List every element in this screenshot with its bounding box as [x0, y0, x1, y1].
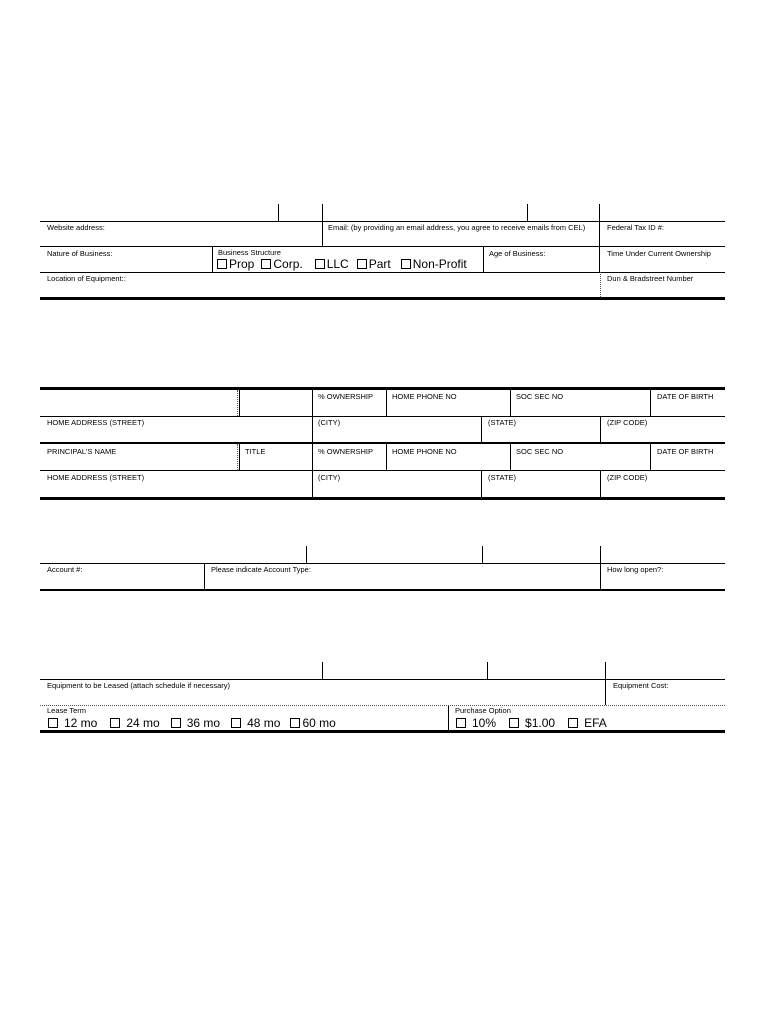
cell-divider — [448, 706, 449, 730]
row-border — [40, 272, 725, 273]
website-field[interactable] — [41, 233, 321, 245]
lease-term-12-mo[interactable]: 12 mo — [48, 716, 97, 730]
equipment-cost-label: Equipment Cost: — [613, 681, 669, 690]
top-row-divider — [278, 204, 279, 221]
structure-option-non-profit[interactable]: Non-Profit — [401, 257, 467, 271]
soc-sec-label: SOC SEC NO — [516, 447, 564, 456]
checkbox[interactable] — [315, 259, 325, 269]
title-label: TITLE — [245, 447, 266, 456]
top-row-divider — [600, 546, 601, 563]
row-border — [40, 679, 725, 680]
checkbox[interactable] — [261, 259, 271, 269]
checkbox[interactable] — [509, 718, 519, 728]
principal-1-address-field[interactable] — [41, 428, 311, 441]
state-label: (STATE) — [488, 418, 517, 427]
checkbox[interactable] — [568, 718, 578, 728]
top-row-divider — [527, 204, 528, 221]
nature-of-business-field[interactable] — [41, 259, 211, 271]
principal-2-phone-field[interactable] — [387, 457, 509, 469]
principal-1-dob-field[interactable] — [651, 402, 724, 415]
account-number-label: Account #: — [47, 565, 83, 574]
purchase-option-10-percent[interactable]: 10% — [456, 716, 496, 730]
email-field[interactable] — [323, 233, 598, 245]
nature-of-business-label: Nature of Business: — [47, 249, 113, 258]
principal-1-ownership-field[interactable] — [313, 402, 385, 415]
principal-2-state-field[interactable] — [482, 483, 599, 496]
section-bottom-rule — [40, 497, 725, 500]
row-border — [40, 221, 725, 222]
principal-1-name-field[interactable] — [41, 391, 236, 415]
state-label: (STATE) — [488, 473, 517, 482]
checkbox[interactable] — [290, 718, 300, 728]
purchase-option-options — [456, 716, 607, 730]
row-border — [40, 416, 725, 417]
equipment-to-be-leased-field[interactable] — [41, 691, 604, 704]
business-structure-label: Business Structure — [218, 248, 281, 257]
lease-term-48-mo[interactable]: 48 mo — [231, 716, 280, 730]
row-border — [40, 563, 725, 564]
location-of-equipment-field[interactable] — [41, 284, 599, 296]
dun-bradstreet-label: Dun & Bradstreet Number — [607, 274, 694, 283]
row-border — [40, 470, 725, 471]
purchase-option-efa[interactable]: EFA — [568, 716, 607, 730]
email-label: Email: (by providing an email address, you agree to receive emails from CEL) — [328, 223, 586, 232]
business-structure-options — [217, 257, 467, 271]
lease-term-24-mo[interactable]: 24 mo — [110, 716, 159, 730]
principal-2-address-field[interactable] — [41, 483, 311, 496]
section-bottom-rule — [40, 730, 725, 733]
top-row-divider — [487, 662, 488, 679]
principal-1-city-field[interactable] — [313, 428, 480, 441]
principal-1-phone-field[interactable] — [387, 402, 509, 415]
account-number-field[interactable] — [41, 575, 203, 588]
account-type-label: Please indicate Account Type: — [211, 565, 311, 574]
time-under-ownership-label: Time Under Current Ownership — [607, 249, 711, 258]
lease-term-60-mo[interactable]: 60 mo — [290, 716, 335, 730]
date-of-birth-label: DATE OF BIRTH — [657, 392, 714, 401]
checkbox[interactable] — [110, 718, 120, 728]
principal-2-ownership-field[interactable] — [313, 457, 385, 469]
equipment-cost-field[interactable] — [606, 691, 724, 704]
section-bottom-rule — [40, 589, 725, 591]
principal-2-name-field[interactable] — [41, 457, 236, 469]
principal-2-ssn-field[interactable] — [511, 457, 649, 469]
top-row-divider — [306, 546, 307, 563]
purchase-option-one-dollar[interactable]: $1.00 — [509, 716, 555, 730]
home-phone-label: HOME PHONE NO — [392, 447, 457, 456]
principal-1-ssn-field[interactable] — [511, 402, 649, 415]
principal-name-label: PRINCIPAL'S NAME — [47, 447, 117, 456]
lease-term-label: Lease Term — [47, 706, 87, 715]
account-type-field[interactable] — [205, 575, 599, 588]
checkbox[interactable] — [217, 259, 227, 269]
how-long-open-label: How long open?: — [607, 565, 664, 574]
purchase-option-label: Purchase Option — [455, 706, 511, 715]
tax-id-label: Federal Tax ID #: — [607, 223, 664, 232]
age-of-business-label: Age of Business: — [489, 249, 546, 258]
section-bottom-rule — [40, 297, 725, 300]
city-label: (CITY) — [318, 418, 341, 427]
home-phone-label: HOME PHONE NO — [392, 392, 457, 401]
location-of-equipment-label: Location of Equipment:: — [47, 274, 126, 283]
city-label: (CITY) — [318, 473, 341, 482]
principal-1-zip-field[interactable] — [601, 428, 724, 441]
date-of-birth-label: DATE OF BIRTH — [657, 447, 714, 456]
home-address-label: HOME ADDRESS (STREET) — [47, 418, 145, 427]
lease-term-options — [48, 716, 336, 730]
principal-1-state-field[interactable] — [482, 428, 599, 441]
row-border — [40, 442, 725, 444]
top-row-divider — [599, 204, 600, 221]
top-row-divider — [482, 546, 483, 563]
time-under-ownership-field[interactable] — [600, 259, 724, 271]
equipment-to-be-leased-label: Equipment to be Leased (attach schedule if necessary) — [47, 681, 231, 690]
structure-option-corp[interactable]: Corp. — [261, 257, 302, 271]
checkbox[interactable] — [231, 718, 241, 728]
structure-option-part[interactable]: Part — [357, 257, 391, 271]
checkbox[interactable] — [357, 259, 367, 269]
top-row-divider — [605, 662, 606, 679]
row-border — [40, 246, 725, 247]
how-long-open-field[interactable] — [601, 575, 724, 588]
top-row-divider — [322, 662, 323, 679]
structure-option-llc[interactable]: LLC — [315, 257, 349, 271]
home-address-label: HOME ADDRESS (STREET) — [47, 473, 145, 482]
dotted-row-border — [40, 705, 725, 706]
top-row-divider — [322, 204, 323, 221]
principal-2-title-field[interactable] — [240, 457, 311, 469]
dotted-divider — [600, 272, 601, 297]
zip-code-label: (ZIP CODE) — [607, 418, 648, 427]
soc-sec-label: SOC SEC NO — [516, 392, 564, 401]
checkbox[interactable] — [48, 718, 58, 728]
tax-id-field[interactable] — [600, 233, 724, 245]
zip-code-label: (ZIP CODE) — [607, 473, 648, 482]
dun-bradstreet-field[interactable] — [602, 284, 724, 296]
website-label: Website address: — [47, 223, 105, 232]
dotted-divider — [237, 444, 238, 470]
principal-2-dob-field[interactable] — [651, 457, 724, 469]
dotted-divider — [237, 390, 238, 416]
cell-divider — [212, 246, 213, 272]
principal-2-city-field[interactable] — [313, 483, 480, 496]
principal-1-title-field[interactable] — [240, 391, 311, 415]
checkbox[interactable] — [171, 718, 181, 728]
section-top-rule — [40, 387, 725, 390]
ownership-label: % OWNERSHIP — [318, 447, 374, 456]
principal-2-zip-field[interactable] — [601, 483, 724, 496]
lease-term-36-mo[interactable]: 36 mo — [171, 716, 220, 730]
checkbox[interactable] — [456, 718, 466, 728]
checkbox[interactable] — [401, 259, 411, 269]
age-of-business-field[interactable] — [484, 259, 598, 271]
ownership-label: % OWNERSHIP — [318, 392, 374, 401]
structure-option-prop[interactable]: Prop — [217, 257, 254, 271]
